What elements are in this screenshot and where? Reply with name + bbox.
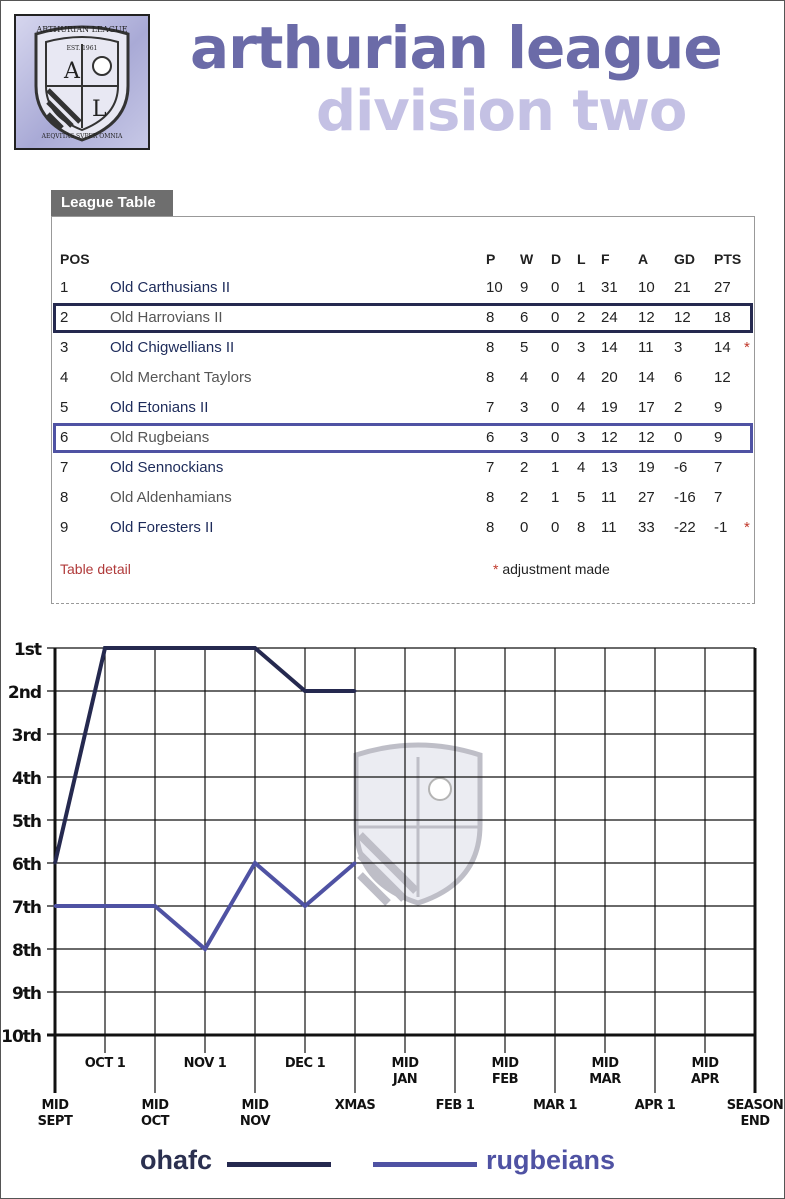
- x-tick-label: MID APR: [690, 1056, 720, 1087]
- cell-p: 7: [486, 399, 495, 416]
- col-header-w: W: [520, 251, 534, 267]
- cell-p: 8: [486, 369, 495, 386]
- cell-w: 6: [520, 309, 529, 326]
- cell-a: 19: [638, 459, 655, 476]
- x-tick-label: APR 1: [634, 1098, 676, 1113]
- cell-p: 8: [486, 489, 495, 506]
- cell-pos: 4: [60, 369, 69, 386]
- cell-gd: -22: [674, 519, 696, 536]
- cell-pts: 18: [714, 309, 731, 326]
- data-point-ohafc: [254, 647, 257, 650]
- cell-l: 3: [577, 429, 586, 446]
- cell-pos: 7: [60, 459, 69, 476]
- legend-rugbeians-label: rugbeians: [486, 1145, 616, 1175]
- cell-d: 0: [551, 399, 560, 416]
- cell-d: 1: [551, 489, 560, 506]
- adjustment-note: [493, 561, 610, 577]
- cell-w: 0: [520, 519, 529, 536]
- cell-p: 8: [486, 309, 495, 326]
- x-tick-label: FEB 1: [435, 1098, 475, 1113]
- cell-l: 1: [577, 279, 586, 296]
- league-logo: [14, 14, 150, 150]
- y-tick-label: 9th: [11, 984, 41, 1004]
- logo-letter-a: A: [64, 59, 80, 84]
- cell-f: 11: [601, 489, 617, 506]
- cell-gd: 2: [674, 399, 683, 416]
- legend-rugbeians-line: [373, 1162, 477, 1167]
- x-tick-label: MID SEPT: [37, 1098, 73, 1129]
- cell-f: 19: [601, 399, 618, 416]
- cell-f: 12: [601, 429, 618, 446]
- table-detail-link[interactable]: Table detail: [60, 561, 131, 577]
- cell-pos: 2: [60, 309, 69, 326]
- league-crest-icon: [16, 16, 148, 148]
- cell-p: 6: [486, 429, 495, 446]
- cell-a: 33: [638, 519, 655, 536]
- cell-d: 0: [551, 429, 560, 446]
- x-tick-label: NOV 1: [183, 1056, 227, 1071]
- cell-a: 17: [638, 399, 655, 416]
- cell-pos: 8: [60, 489, 69, 506]
- cell-p: 8: [486, 519, 495, 536]
- cell-gd: 0: [674, 429, 683, 446]
- y-tick-label: 7th: [11, 898, 41, 918]
- col-header-f: F: [601, 251, 610, 267]
- cell-w: 3: [520, 429, 529, 446]
- adjustment-note-text: adjustment made: [502, 561, 610, 577]
- x-tick-label: MAR 1: [532, 1098, 578, 1113]
- data-point-ohafc: [154, 647, 157, 650]
- adjustment-star: *: [493, 561, 499, 577]
- cell-d: 1: [551, 459, 560, 476]
- cell-w: 3: [520, 399, 529, 416]
- cell-f: 13: [601, 459, 618, 476]
- cell-pos: 5: [60, 399, 69, 416]
- cell-d: 0: [551, 339, 560, 356]
- cell-pts: 27: [714, 279, 731, 296]
- col-header-d: D: [551, 251, 562, 267]
- y-tick-label: 4th: [11, 769, 41, 789]
- cell-l: 2: [577, 309, 586, 326]
- cell-pos: 1: [60, 279, 69, 296]
- col-header-gd: GD: [674, 251, 695, 267]
- cell-gd: 21: [674, 279, 691, 296]
- data-point-rugbeians: [354, 862, 357, 865]
- x-tick-label: MID NOV: [239, 1098, 271, 1129]
- cell-f: 14: [601, 339, 618, 356]
- cell-pts: 7: [714, 459, 723, 476]
- data-point-rugbeians: [54, 905, 57, 908]
- col-header-pos: POS: [60, 251, 90, 267]
- data-point-rugbeians: [304, 905, 307, 908]
- cell-pts: 12: [714, 369, 731, 386]
- logo-letter-l: L: [92, 97, 107, 122]
- cell-team: Old Merchant Taylors: [110, 369, 252, 386]
- logo-est: EST. 1961: [66, 45, 98, 52]
- cell-p: 8: [486, 339, 495, 356]
- y-tick-label: 10th: [1, 1027, 41, 1047]
- cell-pts: 14: [714, 339, 731, 356]
- cell-gd: -16: [674, 489, 696, 506]
- cell-pos: 6: [60, 429, 69, 446]
- x-tick-label: MID MAR: [589, 1056, 621, 1087]
- table-row: [52, 274, 754, 302]
- data-point-ohafc: [54, 862, 57, 865]
- cell-d: 0: [551, 279, 560, 296]
- watermark-crest-icon: [356, 745, 480, 903]
- table-row: [52, 514, 754, 542]
- legend-ohafc-label: ohafc: [140, 1145, 213, 1175]
- cell-d: 0: [551, 519, 560, 536]
- cell-team: Old Aldenhamians: [110, 489, 232, 506]
- cell-a: 27: [638, 489, 655, 506]
- cell-pts: 9: [714, 399, 723, 416]
- y-tick-label: 8th: [11, 941, 41, 961]
- cell-f: 31: [601, 279, 618, 296]
- cell-l: 5: [577, 489, 586, 506]
- table-row: [52, 484, 754, 512]
- data-point-rugbeians: [104, 905, 107, 908]
- col-header-a: A: [638, 251, 649, 267]
- cell-team: Old Harrovians II: [110, 309, 223, 326]
- highlight-ohafc-row: [53, 303, 753, 333]
- cell-team: Old Sennockians: [110, 459, 224, 476]
- page-subtitle: division two: [316, 79, 687, 144]
- x-tick-label: DEC 1: [284, 1056, 326, 1071]
- cell-gd: 12: [674, 309, 691, 326]
- table-header: [52, 245, 754, 273]
- y-tick-label: 1st: [13, 640, 41, 660]
- col-header-pts: PTS: [714, 251, 742, 267]
- cell-w: 9: [520, 279, 529, 296]
- cell-pts: 9: [714, 429, 723, 446]
- logo-motto: AEQVITAS SVPER OMNIA: [41, 133, 123, 140]
- data-point-rugbeians: [204, 948, 207, 951]
- cell-pos: 9: [60, 519, 69, 536]
- cell-f: 11: [601, 519, 617, 536]
- logo-text-top: ARTHURIAN LEAGUE: [36, 25, 128, 34]
- table-row: [52, 364, 754, 392]
- table-row: [52, 454, 754, 482]
- cell-team: Old Chigwellians II: [110, 339, 235, 356]
- cell-p: 7: [486, 459, 495, 476]
- cell-gd: 6: [674, 369, 683, 386]
- page-title: arthurian league: [190, 14, 722, 82]
- cell-p: 10: [486, 279, 503, 296]
- table-row: [52, 394, 754, 422]
- cell-gd: -6: [674, 459, 688, 476]
- cell-pts: 7: [714, 489, 723, 506]
- y-tick-label: 5th: [11, 812, 41, 832]
- y-tick-label: 2nd: [7, 683, 41, 703]
- cell-a: 12: [638, 429, 655, 446]
- cell-d: 0: [551, 309, 560, 326]
- cell-l: 8: [577, 519, 586, 536]
- data-point-ohafc: [104, 647, 107, 650]
- x-tick-label: XMAS: [334, 1098, 376, 1113]
- cell-l: 4: [577, 369, 586, 386]
- x-tick-label: SEASON END: [726, 1098, 784, 1129]
- cell-l: 4: [577, 399, 586, 416]
- cell-team: Old Carthusians II: [110, 279, 231, 296]
- league-position-chart: [0, 620, 785, 1135]
- cell-l: 4: [577, 459, 586, 476]
- adjustment-marker: *: [744, 519, 750, 536]
- cell-team: Old Rugbeians: [110, 429, 210, 446]
- cell-team: Old Foresters II: [110, 519, 214, 536]
- cell-a: 11: [638, 339, 654, 356]
- cell-a: 10: [638, 279, 655, 296]
- cell-gd: 3: [674, 339, 683, 356]
- cell-w: 5: [520, 339, 529, 356]
- data-point-rugbeians: [254, 862, 257, 865]
- cell-w: 2: [520, 489, 529, 506]
- y-tick-label: 3rd: [11, 726, 41, 746]
- cell-f: 20: [601, 369, 618, 386]
- cell-a: 14: [638, 369, 655, 386]
- y-tick-label: 6th: [11, 855, 41, 875]
- legend-ohafc-line: [227, 1162, 331, 1167]
- data-point-ohafc: [304, 690, 307, 693]
- highlight-rugbeians-row: [53, 423, 753, 453]
- x-tick-label: MID JAN: [391, 1056, 419, 1087]
- cell-w: 4: [520, 369, 529, 386]
- cell-l: 3: [577, 339, 586, 356]
- cell-pts: -1: [714, 519, 728, 536]
- cell-f: 24: [601, 309, 618, 326]
- data-point-ohafc: [354, 690, 357, 693]
- col-header-l: L: [577, 251, 586, 267]
- x-tick-label: OCT 1: [84, 1056, 126, 1071]
- tab-league-table[interactable]: League Table: [51, 190, 173, 216]
- cell-a: 12: [638, 309, 655, 326]
- cell-pos: 3: [60, 339, 69, 356]
- table-row: [52, 334, 754, 362]
- x-tick-label: MID OCT: [141, 1098, 169, 1129]
- adjustment-marker: *: [744, 339, 750, 356]
- data-point-rugbeians: [154, 905, 157, 908]
- cell-w: 2: [520, 459, 529, 476]
- data-point-ohafc: [204, 647, 207, 650]
- cell-d: 0: [551, 369, 560, 386]
- x-tick-label: MID FEB: [491, 1056, 519, 1087]
- cell-team: Old Etonians II: [110, 399, 209, 416]
- col-header-p: P: [486, 251, 496, 267]
